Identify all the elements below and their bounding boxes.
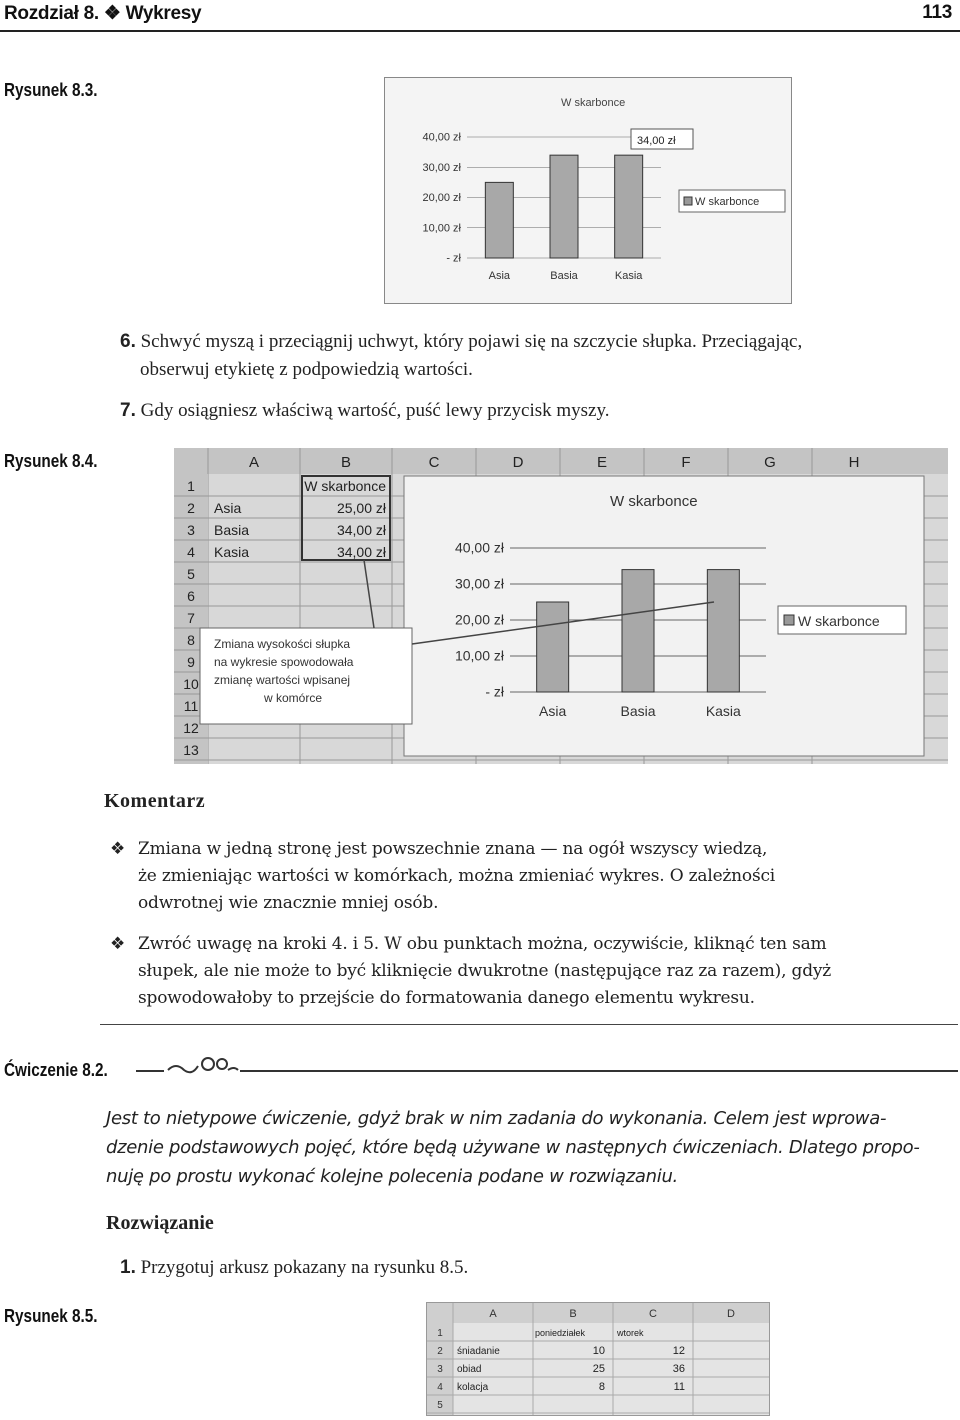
row-header: 4 — [187, 544, 195, 560]
comment-item-1-line3: odwrotnej wie znacznie mniej osób. — [138, 893, 439, 913]
row-header: 2 — [437, 1346, 443, 1357]
figure-label-8-3: Rysunek 8.3. — [4, 80, 98, 100]
cell-tuesday: 11 — [673, 1381, 685, 1393]
cell-a: Kasia — [214, 544, 250, 560]
comment-item-2 — [104, 931, 960, 1012]
step-7-text: Gdy osiągniesz właściwą wartość, puść lewy przycisk myszy. — [140, 400, 610, 421]
bar-basia — [550, 155, 578, 258]
x-tick-label: Asia — [539, 703, 567, 719]
column-header: F — [681, 454, 691, 471]
y-tick-label: 20,00 zł — [454, 611, 504, 628]
x-tick-label: Asia — [488, 270, 511, 282]
figure-8-4-spreadsheet — [174, 448, 948, 764]
column-header: G — [764, 454, 776, 471]
cell-b: 34,00 zł — [336, 522, 386, 538]
cell-monday: 8 — [598, 1381, 605, 1393]
callout-line-4: w komórce — [264, 691, 323, 705]
comment-item-2-line3: spowodowałoby to przejście do formatowania danego elementu wykresu. — [138, 988, 755, 1008]
column-header: D — [512, 454, 524, 471]
exercise-intro-line1: Jest to nietypowe ćwiczenie, gdyż brak w nim zadania do wykonania. Celem jest wprowa- — [106, 1108, 887, 1129]
spreadsheet-8-5 — [427, 1303, 769, 1415]
step-7 — [120, 397, 610, 425]
solution-title: Rozwiązanie — [106, 1212, 214, 1234]
legend-label: W skarbonce — [695, 196, 760, 208]
exercise-rule — [136, 1070, 958, 1072]
row-header: 9 — [187, 654, 195, 670]
bar-asia — [537, 602, 569, 692]
column-header: E — [596, 454, 608, 471]
value-tooltip: 34,00 zł — [637, 135, 676, 147]
row-header: 11 — [183, 698, 199, 714]
spreadsheet-8-4 — [174, 448, 948, 764]
row-header: 10 — [183, 676, 199, 692]
exercise-ornament-icon — [164, 1054, 240, 1078]
cell-b: 25,00 zł — [336, 500, 386, 516]
x-tick-label: Kasia — [614, 270, 643, 282]
y-tick-label: 30,00 zł — [454, 575, 504, 592]
figure-label-8-4: Rysunek 8.4. — [4, 451, 98, 471]
cell-a: Basia — [214, 522, 250, 538]
row-header: 3 — [437, 1364, 443, 1375]
bar-kasia — [615, 155, 643, 258]
solution-step-1-number: 1. — [120, 1257, 136, 1278]
cell-name: kolacja — [457, 1382, 489, 1393]
y-tick-label: 20,00 zł — [422, 192, 461, 205]
row-header: 2 — [187, 500, 195, 516]
cell-a: Asia — [214, 500, 242, 516]
bar-chart-8-3 — [385, 78, 791, 303]
column-header: C — [649, 1308, 657, 1320]
bar-basia — [622, 570, 654, 692]
comment-item-2-line1: Zwróć uwagę na kroki 4. i 5. W obu punktach można, oczywiście, kliknąć ten sam — [138, 934, 827, 954]
step-6 — [120, 328, 960, 384]
exercise-intro — [106, 1104, 956, 1191]
row-header: 3 — [187, 522, 195, 538]
y-tick-label: - zł — [446, 252, 461, 265]
row-header: 1 — [187, 478, 195, 494]
legend-swatch — [784, 615, 794, 625]
cell-tuesday: 36 — [672, 1363, 685, 1375]
y-tick-label: 40,00 zł — [422, 131, 461, 144]
comment-item-1-line1: Zmiana w jedną stronę jest powszechnie znana — na ogół wszyscy wiedzą, — [138, 839, 768, 859]
chart-title: W skarbonce — [561, 97, 626, 109]
row-header: 8 — [187, 632, 195, 648]
cell-name: śniadanie — [457, 1346, 500, 1357]
y-tick-label: - zł — [485, 683, 504, 700]
column-header: D — [727, 1308, 735, 1320]
x-tick-label: Kasia — [705, 703, 741, 719]
row-header: 1 — [437, 1328, 443, 1339]
figure-8-5-spreadsheet — [426, 1302, 770, 1416]
column-header: B — [340, 454, 352, 471]
cell-b: W skarbonce — [304, 478, 386, 494]
comment-item-1-line2: że zmieniając wartości w komórkach, można zmieniać wykres. O zależności — [138, 866, 776, 886]
legend-label: W skarbonce — [798, 613, 880, 629]
header-cell-b1: poniedziałek — [535, 1328, 586, 1338]
header-cell-c1: wtorek — [617, 1328, 644, 1338]
exercise-intro-line2: dzenie podstawowych pojęć, które będą używane w następnych ćwiczeniach. Dlatego propo- — [106, 1137, 920, 1158]
cell-tuesday: 12 — [672, 1345, 685, 1357]
chapter-header: Rozdział 8. ❖ Wykresy — [4, 3, 202, 24]
x-tick-label: Basia — [550, 270, 578, 282]
comment-item-1 — [104, 836, 960, 917]
bullet-diamond-icon: ❖ — [110, 839, 126, 859]
callout-line-3: zmianę wartości wpisanej — [214, 673, 351, 687]
page-number: 113 — [922, 2, 952, 23]
bullet-diamond-icon: ❖ — [110, 934, 126, 954]
cell-monday: 10 — [592, 1345, 605, 1357]
comment-rule — [100, 1024, 958, 1025]
step-6-number: 6. — [120, 331, 136, 352]
figure-8-3-chart — [384, 77, 792, 304]
column-header: A — [489, 1308, 497, 1320]
row-header: 4 — [437, 1382, 443, 1393]
comment-item-2-line2: słupek, ale nie może to być kliknięcie dwukrotne (następujące raz za razem), gdyż — [138, 961, 832, 981]
header-rule — [0, 30, 960, 32]
cell-monday: 25 — [592, 1363, 605, 1375]
row-header: 7 — [187, 610, 195, 626]
exercise-intro-line3: nuję po prostu wykonać kolejne polecenia podane w rozwiązaniu. — [106, 1166, 678, 1187]
callout-line-2: na wykresie spowodowała — [214, 655, 354, 669]
row-header: 5 — [187, 566, 195, 582]
solution-step-1 — [120, 1254, 468, 1282]
column-header-bar — [174, 448, 948, 474]
chart-title: W skarbonce — [610, 493, 698, 510]
bar-asia — [485, 182, 513, 258]
bar-kasia — [707, 570, 739, 692]
cell-name: obiad — [457, 1364, 482, 1375]
row-header: 13 — [183, 742, 199, 758]
column-header: H — [848, 454, 860, 471]
y-tick-label: 10,00 zł — [422, 222, 461, 235]
figure-label-8-5: Rysunek 8.5. — [4, 1306, 98, 1326]
column-header-bar — [427, 1303, 769, 1323]
callout-pointer-cell — [364, 560, 374, 628]
step-6-text-line2: obserwuj etykietę z podpowiedzią wartości. — [140, 359, 473, 380]
column-header: B — [569, 1308, 577, 1320]
y-tick-label: 40,00 zł — [454, 539, 504, 556]
row-header: 6 — [187, 588, 195, 604]
comment-list — [104, 836, 960, 1012]
y-tick-label: 30,00 zł — [422, 161, 461, 174]
comment-title: Komentarz — [104, 790, 206, 812]
x-tick-label: Basia — [620, 703, 656, 719]
callout-line-1: Zmiana wysokości słupka — [214, 637, 351, 651]
exercise-label: Ćwiczenie 8.2. — [4, 1060, 108, 1080]
step-7-number: 7. — [120, 400, 136, 421]
row-header: 12 — [183, 720, 199, 736]
row-header: 5 — [437, 1400, 443, 1411]
column-header: C — [428, 454, 440, 471]
y-tick-label: 10,00 zł — [454, 647, 504, 664]
step-6-text-line1: Schwyć myszą i przeciągnij uchwyt, który pojawi się na szczycie słupka. Przeciągając, — [140, 331, 803, 352]
solution-step-1-text: Przygotuj arkusz pokazany na rysunku 8.5. — [140, 1257, 469, 1278]
legend-swatch — [684, 197, 692, 205]
column-header: A — [248, 454, 260, 471]
cell-b: 34,00 zł — [336, 544, 386, 560]
